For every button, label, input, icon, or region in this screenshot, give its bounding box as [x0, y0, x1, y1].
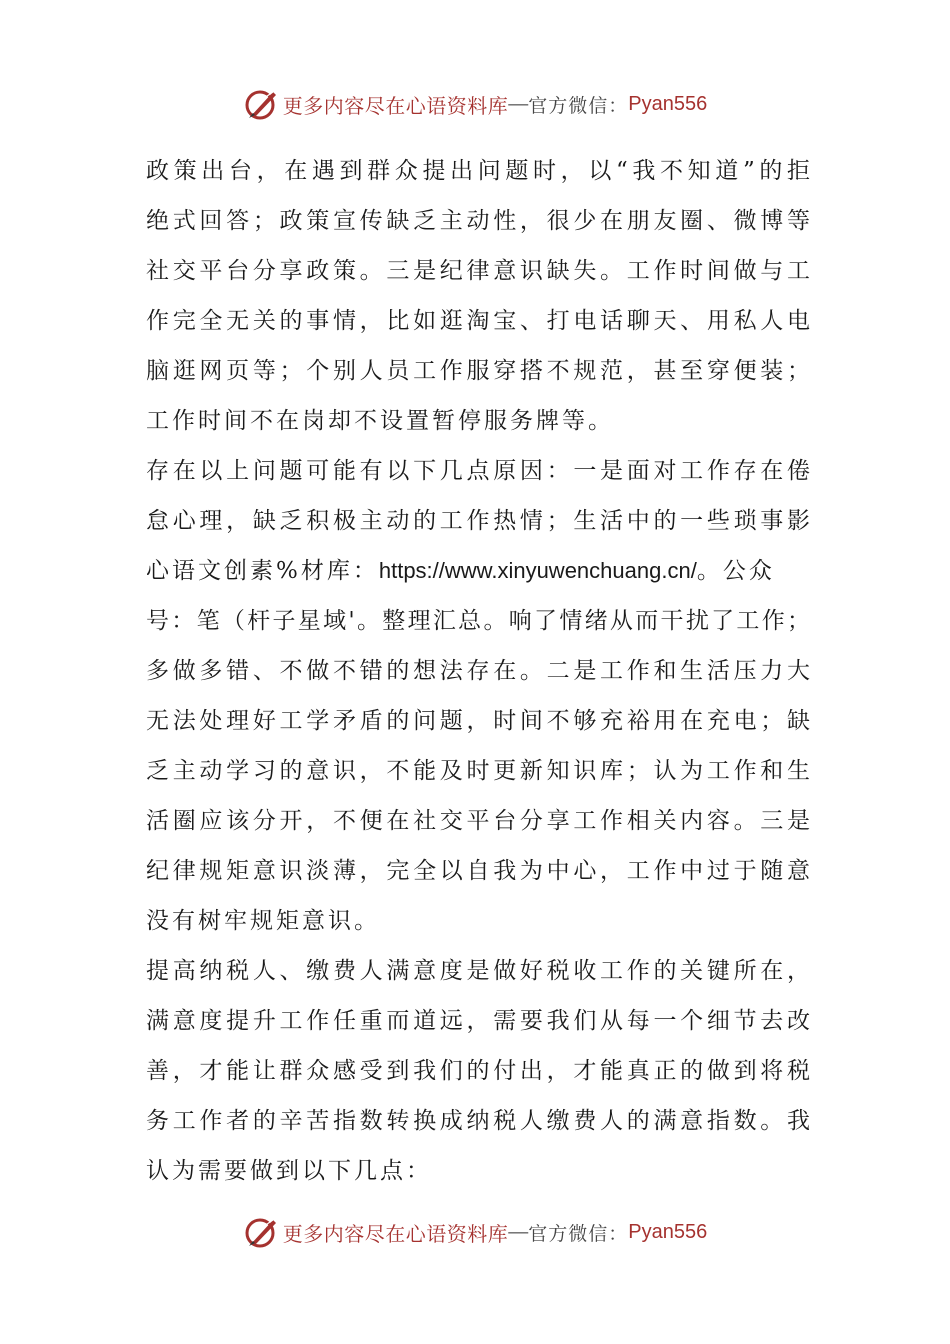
body-line: 无法处理好工学矛盾的问题，时间不够充裕用在充电；缺: [146, 708, 810, 734]
body-line: 没有树牢规矩意识。: [146, 908, 380, 934]
body-line: 号：笔（杆子星域'。整理汇总。响了情绪从而干扰了工作；: [146, 608, 810, 634]
body-line-with-url: [146, 546, 810, 596]
body-line: 务工作者的辛苦指数转换成纳税人缴费人的满意指数。我: [146, 1108, 810, 1134]
header-dash: —: [508, 92, 529, 115]
body-line: 活圈应该分开，不便在社交平台分享工作相关内容。三是: [146, 808, 810, 834]
body-line: 认为需要做到以下几点：: [146, 1158, 432, 1184]
header-banner: [0, 82, 950, 126]
document-body: [146, 146, 810, 1196]
quill-logo-icon: [243, 86, 279, 122]
source-url-link[interactable]: https://www.xinyuwenchuang.cn/: [378, 558, 697, 583]
body-line: 多做多错、不做不错的想法存在。二是工作和生活压力大: [146, 658, 810, 684]
body-line: 存在以上问题可能有以下几点原因：一是面对工作存在倦: [146, 458, 810, 484]
body-line: 满意度提升工作任重而道远，需要我们从每一个细节去改: [146, 1008, 810, 1034]
footer-brand-text: 更多内容尽在心语资料库: [282, 1221, 509, 1246]
header-brand-text: 更多内容尽在心语资料库: [282, 93, 509, 118]
body-line: 绝式回答；政策宣传缺乏主动性，很少在朋友圈、微博等: [146, 208, 810, 234]
body-line: 工作时间不在岗却不设置暂停服务牌等。: [146, 408, 614, 434]
body-line: 纪律规矩意识淡薄，完全以自我为中心，工作中过于随意: [146, 858, 810, 884]
footer-sub-text: 官方微信：: [528, 1222, 629, 1245]
header-sub-text: 官方微信：: [528, 94, 629, 117]
quill-logo-icon: [243, 1214, 279, 1250]
footer-dash: —: [508, 1220, 529, 1243]
header-wechat-id: Pyan556: [628, 92, 708, 115]
body-line: 脑逛网页等；个别人员工作服穿搭不规范，甚至穿便装；: [146, 358, 810, 384]
body-line: 善，才能让群众感受到我们的付出，才能真正的做到将税: [146, 1058, 810, 1084]
body-line: 政策出台，在遇到群众提出问题时，以“我不知道”的拒: [146, 158, 810, 184]
watermark-source-text: 心语文创素%材库：: [146, 558, 379, 584]
body-line: 怠心理，缺乏积极主动的工作热情；生活中的一些琐事影: [146, 508, 810, 534]
footer-wechat-id: Pyan556: [628, 1220, 708, 1243]
body-line: 作完全无关的事情，比如逛淘宝、打电话聊天、用私人电: [146, 308, 810, 334]
body-line: 社交平台分享政策。三是纪律意识缺失。工作时间做与工: [146, 258, 810, 284]
watermark-source-tail: 。公众: [696, 558, 775, 584]
footer-banner: [0, 1210, 950, 1254]
body-line: 乏主动学习的意识，不能及时更新知识库；认为工作和生: [146, 758, 810, 784]
body-line: 提高纳税人、缴费人满意度是做好税收工作的关键所在，: [146, 958, 810, 984]
